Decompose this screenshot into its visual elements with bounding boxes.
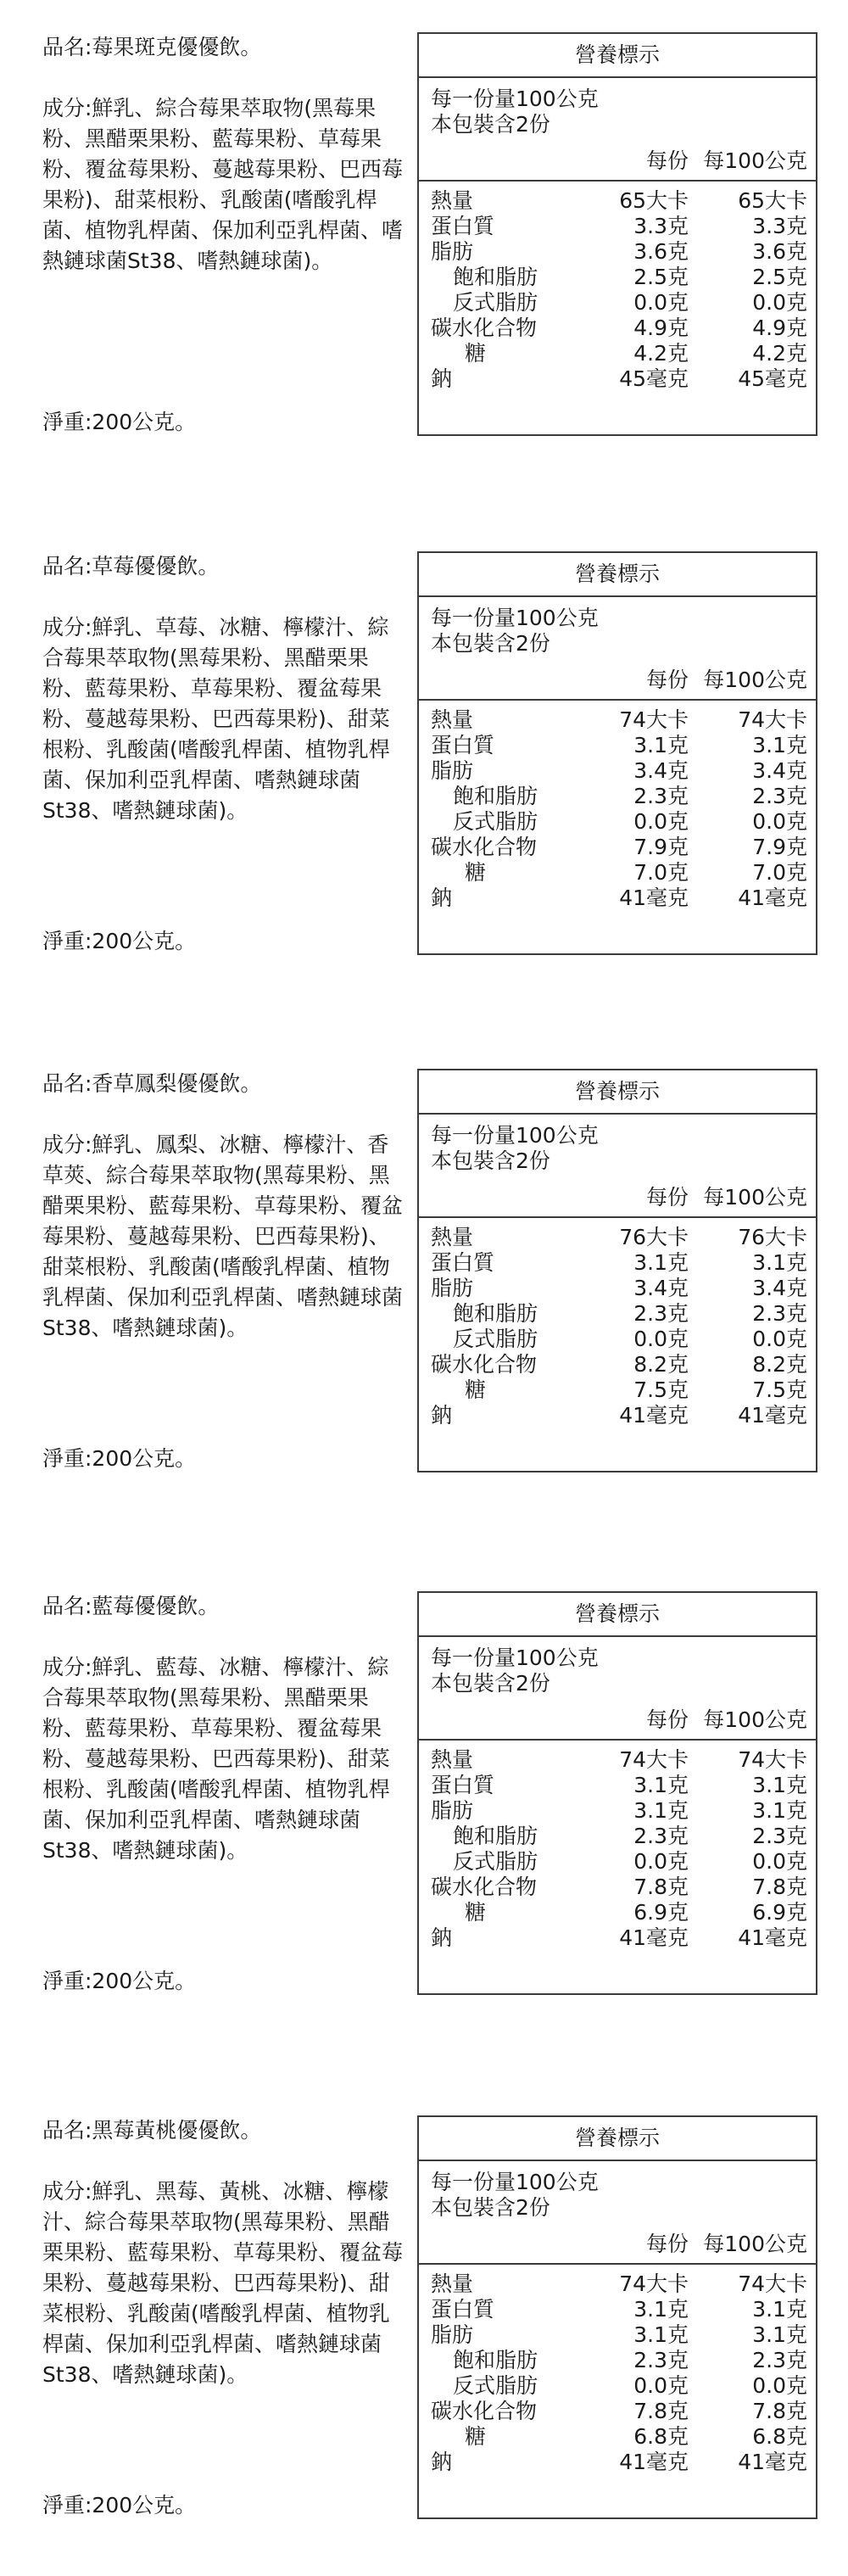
nutrition-row-trans-fat (431, 2373, 807, 2399)
nutrient-label: 鈉 (431, 886, 453, 910)
per-100g-value: 6.8克 (752, 2424, 807, 2449)
per-100g-value: 2.5克 (752, 265, 807, 289)
nutrient-label: 熱量 (431, 1747, 474, 1772)
per-serving-value: 4.2克 (633, 341, 689, 366)
nutrient-label: 熱量 (431, 188, 474, 213)
nutrition-row-carbohydrate (431, 2399, 807, 2424)
nutrient-label: 碳水化合物 (431, 1875, 538, 1899)
per-100g-value: 3.4克 (752, 1276, 807, 1300)
nutrient-label: 糖 (465, 1900, 487, 1925)
product-name: 品名:藍莓優優飲。 (42, 1594, 220, 1618)
per-serving-value: 0.0克 (633, 1849, 689, 1874)
nutrition-row-protein (431, 2297, 807, 2322)
per-serving-value: 3.6克 (633, 239, 689, 264)
nutrition-row-carbohydrate (431, 1875, 807, 1900)
nutrition-rows (419, 182, 816, 392)
nutrition-facts-panel (417, 32, 817, 436)
nutrition-facts-panel (417, 1069, 817, 1472)
nutrition-row-energy (431, 707, 807, 733)
per-serving-value: 45毫克 (619, 366, 689, 391)
per-100g-value: 7.5克 (752, 1377, 807, 1402)
nutrition-row-saturated-fat (431, 265, 807, 290)
per-100g-value: 2.3克 (752, 784, 807, 808)
nutrient-label: 鈉 (431, 366, 453, 391)
product-section (0, 519, 848, 994)
nutrient-label: 脂肪 (431, 758, 474, 783)
nutrient-label: 反式脂肪 (453, 1849, 538, 1874)
per-100g-value: 2.3克 (752, 1301, 807, 1326)
col-per-100g: 每100公克 (703, 148, 807, 173)
nutrient-label: 反式脂肪 (453, 290, 538, 315)
product-section (0, 1559, 848, 2034)
nutrition-title: 營養標示 (419, 2117, 816, 2161)
per-100g-value: 3.1克 (752, 2297, 807, 2322)
per-100g-value: 41毫克 (738, 886, 807, 910)
per-100g-value: 0.0克 (752, 1327, 807, 1351)
col-per-100g: 每100公克 (703, 1185, 807, 1210)
per-100g-value: 2.3克 (752, 1824, 807, 1848)
nutrition-row-fat (431, 239, 807, 265)
nutrition-title: 營養標示 (419, 1070, 816, 1115)
nutrient-label: 熱量 (431, 2271, 474, 2296)
per-serving-value: 3.4克 (633, 1276, 689, 1300)
per-serving-value: 7.5克 (633, 1377, 689, 1402)
per-100g-value: 7.8克 (752, 2399, 807, 2423)
per-serving-value: 3.4克 (633, 758, 689, 783)
per-serving-value: 6.9克 (633, 1900, 689, 1925)
nutrient-label: 鈉 (431, 1925, 453, 1950)
nutrition-row-protein (431, 733, 807, 758)
per-serving-value: 41毫克 (619, 886, 689, 910)
ingredients-text: 成分:鮮乳、草莓、冰糖、檸檬汁、綜合莓果萃取物(黑莓果粉、黑醋栗果粉、藍莓果粉、草莓果粉、覆盆莓果粉、蔓越莓果粉、巴西莓果粉)、甜菜根粉、乳酸菌(嗜酸乳桿菌、植物乳桿菌、保加利亞乳桿菌、嗜熱鏈球菌St38、嗜熱鏈球菌)。 (42, 615, 390, 823)
nutrition-title: 營養標示 (419, 553, 816, 597)
nutrition-row-protein (431, 214, 807, 239)
nutrition-rows (419, 1218, 816, 1428)
per-serving-value: 3.1克 (633, 2297, 689, 2322)
nutrition-rows (419, 701, 816, 911)
nutrient-label: 飽和脂肪 (453, 784, 538, 808)
per-100g-value: 7.9克 (752, 835, 807, 859)
nutrition-row-trans-fat (431, 290, 807, 316)
nutrient-label: 碳水化合物 (431, 1352, 538, 1377)
servings-per-pack: 本包裝含2份 (431, 2195, 550, 2220)
per-100g-value: 3.1克 (752, 1250, 807, 1275)
net-weight: 淨重:200公克。 (42, 410, 197, 434)
per-serving-value: 7.9克 (633, 835, 689, 859)
servings-per-pack: 本包裝含2份 (431, 1148, 550, 1173)
per-serving-value: 0.0克 (633, 2373, 689, 2398)
per-100g-value: 41毫克 (738, 1403, 807, 1428)
per-serving-value: 41毫克 (619, 1925, 689, 1950)
nutrient-label: 糖 (465, 860, 487, 885)
nutrition-row-fat (431, 1798, 807, 1824)
per-serving-value: 3.1克 (633, 1798, 689, 1823)
per-serving-value: 74大卡 (619, 2271, 689, 2296)
nutrient-label: 糖 (465, 2424, 487, 2449)
nutrition-facts-panel (417, 2115, 817, 2519)
nutrient-label: 碳水化合物 (431, 835, 538, 859)
col-per-serving: 每份 (645, 148, 689, 173)
nutrition-row-fat (431, 2322, 807, 2348)
per-serving-value: 8.2克 (633, 1352, 689, 1377)
col-per-serving: 每份 (645, 1185, 689, 1210)
nutrition-column-headers (419, 1179, 816, 1218)
product-name: 品名:莓果斑克優優飲。 (42, 35, 262, 59)
nutrient-label: 脂肪 (431, 1798, 474, 1823)
col-per-serving: 每份 (645, 1707, 689, 1732)
nutrition-row-protein (431, 1250, 807, 1276)
net-weight: 淨重:200公克。 (42, 1969, 197, 1993)
col-per-100g: 每100公克 (703, 1707, 807, 1732)
nutrition-row-sugar (431, 860, 807, 886)
per-serving-value: 74大卡 (619, 707, 689, 732)
nutrient-label: 碳水化合物 (431, 2399, 538, 2423)
product-name: 品名:草莓優優飲。 (42, 554, 220, 578)
product-section (0, 0, 848, 475)
nutrition-row-trans-fat (431, 1849, 807, 1875)
per-serving-value: 65大卡 (619, 188, 689, 213)
nutrition-row-energy (431, 2271, 807, 2297)
nutrition-row-sugar (431, 341, 807, 366)
servings-per-pack: 本包裝含2份 (431, 631, 550, 656)
nutrition-row-sugar (431, 1377, 807, 1403)
per-100g-value: 7.0克 (752, 860, 807, 885)
ingredients-text: 成分:鮮乳、綜合莓果萃取物(黑莓果粉、黑醋栗果粉、藍莓果粉、草莓果粉、覆盆莓果粉、蔓越莓果粉、巴西莓果粉)、甜菜根粉、乳酸菌(嗜酸乳桿菌、植物乳桿菌、保加利亞乳桿菌、嗜熱鏈球菌St38、嗜熱鏈球菌)。 (42, 96, 404, 273)
per-serving-value: 74大卡 (619, 1747, 689, 1772)
nutrient-label: 糖 (465, 1377, 487, 1402)
nutrition-title: 營養標示 (419, 34, 816, 78)
per-serving-value: 41毫克 (619, 1403, 689, 1428)
nutrient-label: 蛋白質 (431, 733, 495, 757)
col-per-100g: 每100公克 (703, 2232, 807, 2256)
per-serving-value: 4.9克 (633, 316, 689, 340)
product-name: 品名:黑莓黃桃優優飲。 (42, 2118, 262, 2143)
nutrition-row-saturated-fat (431, 784, 807, 809)
ingredients-text: 成分:鮮乳、藍莓、冰糖、檸檬汁、綜合莓果萃取物(黑莓果粉、黑醋栗果粉、藍莓果粉、草莓果粉、覆盆莓果粉、蔓越莓果粉、巴西莓果粉)、甜菜根粉、乳酸菌(嗜酸乳桿菌、植物乳桿菌、保加利亞乳桿菌、嗜熱鏈球菌St38、嗜熱鏈球菌)。 (42, 1655, 390, 1863)
serving-size: 每一份量100公克 (431, 2170, 599, 2194)
nutrition-row-sodium (431, 366, 807, 392)
per-100g-value: 4.9克 (752, 316, 807, 340)
nutrient-label: 蛋白質 (431, 2297, 495, 2322)
per-serving-value: 2.5克 (633, 265, 689, 289)
nutrient-label: 熱量 (431, 707, 474, 732)
col-per-serving: 每份 (645, 668, 689, 692)
per-serving-value: 0.0克 (633, 1327, 689, 1351)
nutrient-label: 飽和脂肪 (453, 1824, 538, 1848)
nutrition-row-energy (431, 1225, 807, 1250)
per-serving-value: 3.1克 (633, 733, 689, 757)
per-serving-value: 2.3克 (633, 1824, 689, 1848)
per-100g-value: 7.8克 (752, 1875, 807, 1899)
per-serving-value: 3.1克 (633, 2322, 689, 2347)
nutrition-row-saturated-fat (431, 1824, 807, 1849)
per-100g-value: 74大卡 (738, 707, 807, 732)
nutrient-label: 脂肪 (431, 2322, 474, 2347)
col-per-serving: 每份 (645, 2232, 689, 2256)
nutrition-row-protein (431, 1773, 807, 1798)
servings-per-pack: 本包裝含2份 (431, 1671, 550, 1696)
nutrition-row-sodium (431, 2450, 807, 2475)
per-100g-value: 74大卡 (738, 2271, 807, 2296)
nutrition-row-fat (431, 758, 807, 784)
per-100g-value: 0.0克 (752, 2373, 807, 2398)
nutrient-label: 蛋白質 (431, 1773, 495, 1797)
nutrition-row-saturated-fat (431, 2348, 807, 2373)
nutrition-row-carbohydrate (431, 316, 807, 341)
nutrient-label: 鈉 (431, 1403, 453, 1428)
per-100g-value: 3.1克 (752, 1798, 807, 1823)
nutrient-label: 蛋白質 (431, 214, 495, 238)
per-serving-value: 41毫克 (619, 2450, 689, 2474)
nutrition-rows (419, 2265, 816, 2475)
nutrient-label: 糖 (465, 341, 487, 366)
nutrition-rows (419, 1741, 816, 1951)
per-serving-value: 6.8克 (633, 2424, 689, 2449)
per-serving-value: 7.8克 (633, 2399, 689, 2423)
serving-info (419, 1115, 816, 1179)
per-100g-value: 3.4克 (752, 758, 807, 783)
net-weight: 淨重:200公克。 (42, 1446, 197, 1471)
net-weight: 淨重:200公克。 (42, 2493, 197, 2517)
serving-info (419, 2161, 816, 2226)
nutrition-row-energy (431, 188, 807, 214)
per-100g-value: 8.2克 (752, 1352, 807, 1377)
nutrition-column-headers (419, 142, 816, 182)
product-section (0, 1037, 848, 1512)
nutrient-label: 飽和脂肪 (453, 2348, 538, 2372)
product-section (0, 2083, 848, 2558)
nutrient-label: 蛋白質 (431, 1250, 495, 1275)
nutrition-row-fat (431, 1276, 807, 1301)
per-100g-value: 74大卡 (738, 1747, 807, 1772)
nutrition-column-headers (419, 662, 816, 701)
ingredients-text: 成分:鮮乳、鳳梨、冰糖、檸檬汁、香草莢、綜合莓果萃取物(黑莓果粉、黑醋栗果粉、藍莓果粉、草莓果粉、覆盆莓果粉、蔓越莓果粉、巴西莓果粉)、甜菜根粉、乳酸菌(嗜酸乳桿菌、植物乳桿菌、保加利亞乳桿菌、嗜熱鏈球菌St38、嗜熱鏈球菌)。 (42, 1132, 404, 1340)
servings-per-pack: 本包裝含2份 (431, 112, 550, 137)
per-100g-value: 6.9克 (752, 1900, 807, 1925)
serving-info (419, 1637, 816, 1702)
per-serving-value: 3.1克 (633, 1250, 689, 1275)
per-100g-value: 65大卡 (738, 188, 807, 213)
serving-size: 每一份量100公克 (431, 1123, 599, 1148)
per-100g-value: 3.3克 (752, 214, 807, 238)
nutrition-row-sugar (431, 1900, 807, 1925)
per-serving-value: 0.0克 (633, 290, 689, 315)
per-serving-value: 2.3克 (633, 784, 689, 808)
per-serving-value: 2.3克 (633, 2348, 689, 2372)
product-name: 品名:香草鳳梨優優飲。 (42, 1071, 262, 1096)
per-100g-value: 3.6克 (752, 239, 807, 264)
per-100g-value: 3.1克 (752, 733, 807, 757)
nutrient-label: 脂肪 (431, 1276, 474, 1300)
nutrition-row-carbohydrate (431, 1352, 807, 1377)
serving-size: 每一份量100公克 (431, 87, 599, 111)
per-100g-value: 45毫克 (738, 366, 807, 391)
per-100g-value: 0.0克 (752, 1849, 807, 1874)
nutrient-label: 飽和脂肪 (453, 265, 538, 289)
per-100g-value: 3.1克 (752, 2322, 807, 2347)
nutrition-title: 營養標示 (419, 1593, 816, 1637)
nutrition-row-trans-fat (431, 1327, 807, 1352)
nutrition-row-trans-fat (431, 809, 807, 835)
col-per-100g: 每100公克 (703, 668, 807, 692)
nutrition-row-carbohydrate (431, 835, 807, 860)
nutrition-column-headers (419, 1702, 816, 1741)
per-100g-value: 4.2克 (752, 341, 807, 366)
per-100g-value: 41毫克 (738, 1925, 807, 1950)
nutrition-row-sugar (431, 2424, 807, 2450)
per-serving-value: 76大卡 (619, 1225, 689, 1249)
serving-size: 每一份量100公克 (431, 1646, 599, 1670)
nutrition-facts-panel (417, 551, 817, 955)
per-100g-value: 2.3克 (752, 2348, 807, 2372)
nutrition-row-sodium (431, 886, 807, 911)
nutrient-label: 熱量 (431, 1225, 474, 1249)
serving-size: 每一份量100公克 (431, 606, 599, 630)
per-serving-value: 3.3克 (633, 214, 689, 238)
nutrient-label: 反式脂肪 (453, 2373, 538, 2398)
nutrient-label: 飽和脂肪 (453, 1301, 538, 1326)
per-serving-value: 2.3克 (633, 1301, 689, 1326)
nutrition-row-energy (431, 1747, 807, 1773)
nutrient-label: 鈉 (431, 2450, 453, 2474)
nutrition-row-saturated-fat (431, 1301, 807, 1327)
nutrition-facts-panel (417, 1591, 817, 1995)
nutrition-row-sodium (431, 1925, 807, 1951)
ingredients-text: 成分:鮮乳、黑莓、黃桃、冰糖、檸檬汁、綜合莓果萃取物(黑莓果粉、黑醋栗果粉、藍莓果粉、草莓果粉、覆盆莓果粉、蔓越莓果粉、巴西莓果粉)、甜菜根粉、乳酸菌(嗜酸乳桿菌、植物乳桿菌、保加利亞乳桿菌、嗜熱鏈球菌St38、嗜熱鏈球菌)。 (42, 2179, 404, 2387)
nutrition-column-headers (419, 2226, 816, 2265)
per-100g-value: 0.0克 (752, 290, 807, 315)
per-100g-value: 3.1克 (752, 1773, 807, 1797)
nutrient-label: 反式脂肪 (453, 809, 538, 834)
per-100g-value: 76大卡 (738, 1225, 807, 1249)
per-100g-value: 0.0克 (752, 809, 807, 834)
net-weight: 淨重:200公克。 (42, 929, 197, 953)
per-serving-value: 7.8克 (633, 1875, 689, 1899)
per-serving-value: 0.0克 (633, 809, 689, 834)
per-serving-value: 7.0克 (633, 860, 689, 885)
nutrition-row-sodium (431, 1403, 807, 1428)
serving-info (419, 78, 816, 142)
serving-info (419, 597, 816, 662)
per-serving-value: 3.1克 (633, 1773, 689, 1797)
per-100g-value: 41毫克 (738, 2450, 807, 2474)
nutrient-label: 反式脂肪 (453, 1327, 538, 1351)
nutrient-label: 碳水化合物 (431, 316, 538, 340)
nutrient-label: 脂肪 (431, 239, 474, 264)
